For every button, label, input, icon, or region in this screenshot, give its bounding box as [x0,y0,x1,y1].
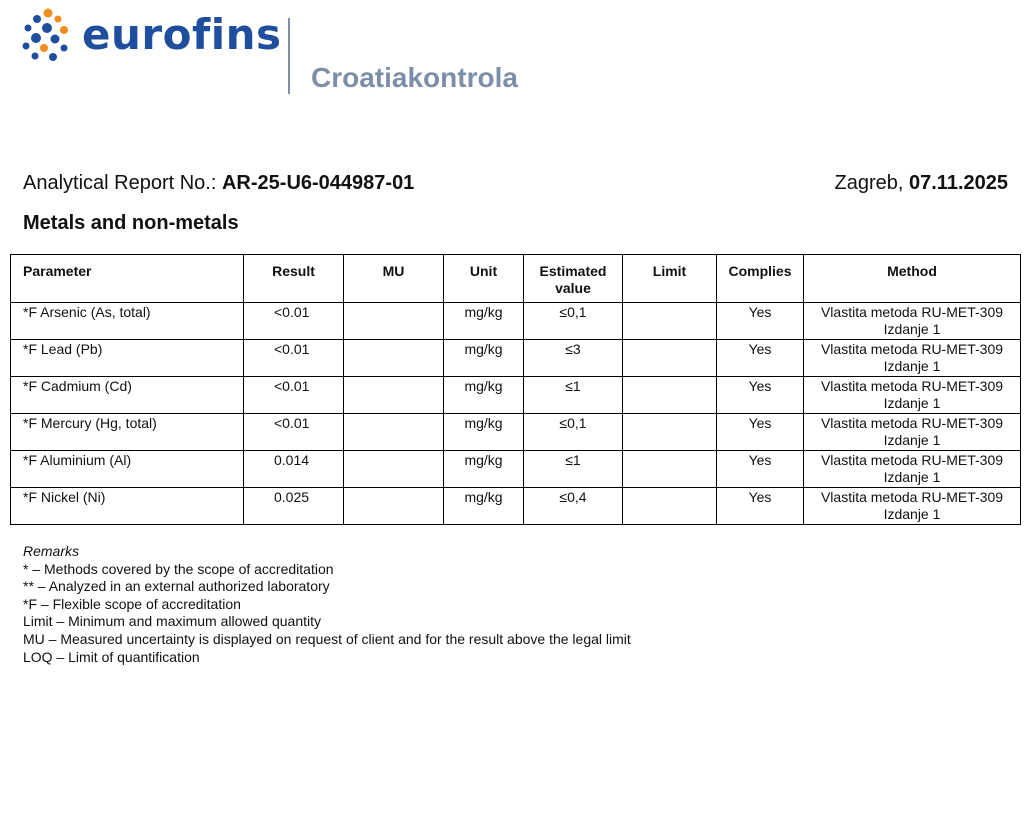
report-place: Zagreb, [834,172,904,194]
cell-method [804,488,1021,525]
cell-mu [344,303,444,340]
remark-line: LOQ – Limit of quantification [23,648,200,665]
cell-unit: mg/kg [444,488,524,525]
cell-estimated: ≤3 [524,340,623,377]
cell-unit: mg/kg [444,377,524,414]
cell-limit [623,340,717,377]
brand-name: eurofins [82,10,282,59]
cell-complies: Yes [717,451,804,488]
cell-limit [623,377,717,414]
method-name: Vlastita metoda RU-MET-309 [820,304,1004,320]
cell-complies: Yes [717,488,804,525]
cell-estimated: ≤1 [524,377,623,414]
cell-unit: mg/kg [444,451,524,488]
table-row [11,340,1021,377]
cell-estimated: ≤0,1 [524,303,623,340]
method-edition: Izdanje 1 [883,395,941,411]
cell-result: <0.01 [244,340,344,377]
eurofins-logo-icon [20,6,80,66]
cell-unit: mg/kg [444,303,524,340]
cell-result: 0.014 [244,451,344,488]
method-edition: Izdanje 1 [883,432,941,448]
logo-divider [288,18,290,94]
report-number-label: Analytical Report No.: [23,172,217,194]
cell-mu [344,377,444,414]
method-name: Vlastita metoda RU-MET-309 [820,489,1004,505]
cell-limit [623,451,717,488]
cell-complies: Yes [717,414,804,451]
cell-mu [344,451,444,488]
remarks-title: Remarks [23,543,80,559]
cell-method [804,377,1021,414]
cell-parameter: *F Mercury (Hg, total) [11,414,244,451]
header-parameter: Parameter [11,255,244,303]
report-number: AR-25-U6-044987-01 [221,172,415,194]
table-row [11,303,1021,340]
method-edition: Izdanje 1 [883,506,941,522]
table-row [11,414,1021,451]
cell-unit: mg/kg [444,340,524,377]
cell-mu [344,340,444,377]
remark-line: * – Methods covered by the scope of accreditation [23,560,334,577]
cell-complies: Yes [717,340,804,377]
company-logo [20,6,540,98]
header-limit: Limit [623,255,717,303]
cell-parameter: *F Arsenic (As, total) [11,303,244,340]
section-title: Metals and non-metals [23,212,239,234]
table-row [11,377,1021,414]
cell-estimated: ≤0,1 [524,414,623,451]
header-estimated-line1: Estimated [539,263,607,279]
header-estimated-line2: value [555,280,591,296]
cell-result: <0.01 [244,377,344,414]
cell-limit [623,414,717,451]
cell-method [804,303,1021,340]
header-unit: Unit [444,255,524,303]
cell-limit [623,303,717,340]
header-complies: Complies [717,255,804,303]
method-name: Vlastita metoda RU-MET-309 [820,452,1004,468]
table-row [11,488,1021,525]
cell-limit [623,488,717,525]
cell-unit: mg/kg [444,414,524,451]
cell-parameter: *F Cadmium (Cd) [11,377,244,414]
results-table [10,254,1021,525]
remark-line: MU – Measured uncertainty is displayed on request of client and for the result above the legal limit [23,630,631,647]
method-name: Vlastita metoda RU-MET-309 [820,341,1004,357]
cell-result: <0.01 [244,303,344,340]
method-edition: Izdanje 1 [883,358,941,374]
header-mu: MU [344,255,444,303]
remark-line: Limit – Minimum and maximum allowed quantity [23,613,321,630]
cell-parameter: *F Aluminium (Al) [11,451,244,488]
header-estimated-value [524,255,623,303]
table-row [11,451,1021,488]
place-and-date [835,172,1009,195]
method-edition: Izdanje 1 [883,469,941,485]
remark-line: *F – Flexible scope of accreditation [23,595,241,612]
remarks-section [23,543,631,666]
cell-estimated: ≤0,4 [524,488,623,525]
method-name: Vlastita metoda RU-MET-309 [820,378,1004,394]
cell-estimated: ≤1 [524,451,623,488]
cell-result: 0.025 [244,488,344,525]
report-date: 07.11.2025 [909,172,1008,194]
cell-complies: Yes [717,303,804,340]
method-name: Vlastita metoda RU-MET-309 [820,415,1004,431]
cell-method [804,340,1021,377]
subbrand-name: Croatiakontrola [311,62,518,93]
cell-mu [344,414,444,451]
header-method: Method [804,255,1021,303]
cell-mu [344,488,444,525]
cell-method [804,414,1021,451]
table-header-row [11,255,1021,303]
remark-line: ** – Analyzed in an external authorized laboratory [23,578,330,595]
cell-parameter: *F Lead (Pb) [11,340,244,377]
report-number-line [23,172,414,195]
cell-method [804,451,1021,488]
method-edition: Izdanje 1 [883,321,941,337]
cell-result: <0.01 [244,414,344,451]
cell-complies: Yes [717,377,804,414]
cell-parameter: *F Nickel (Ni) [11,488,244,525]
header-result: Result [244,255,344,303]
